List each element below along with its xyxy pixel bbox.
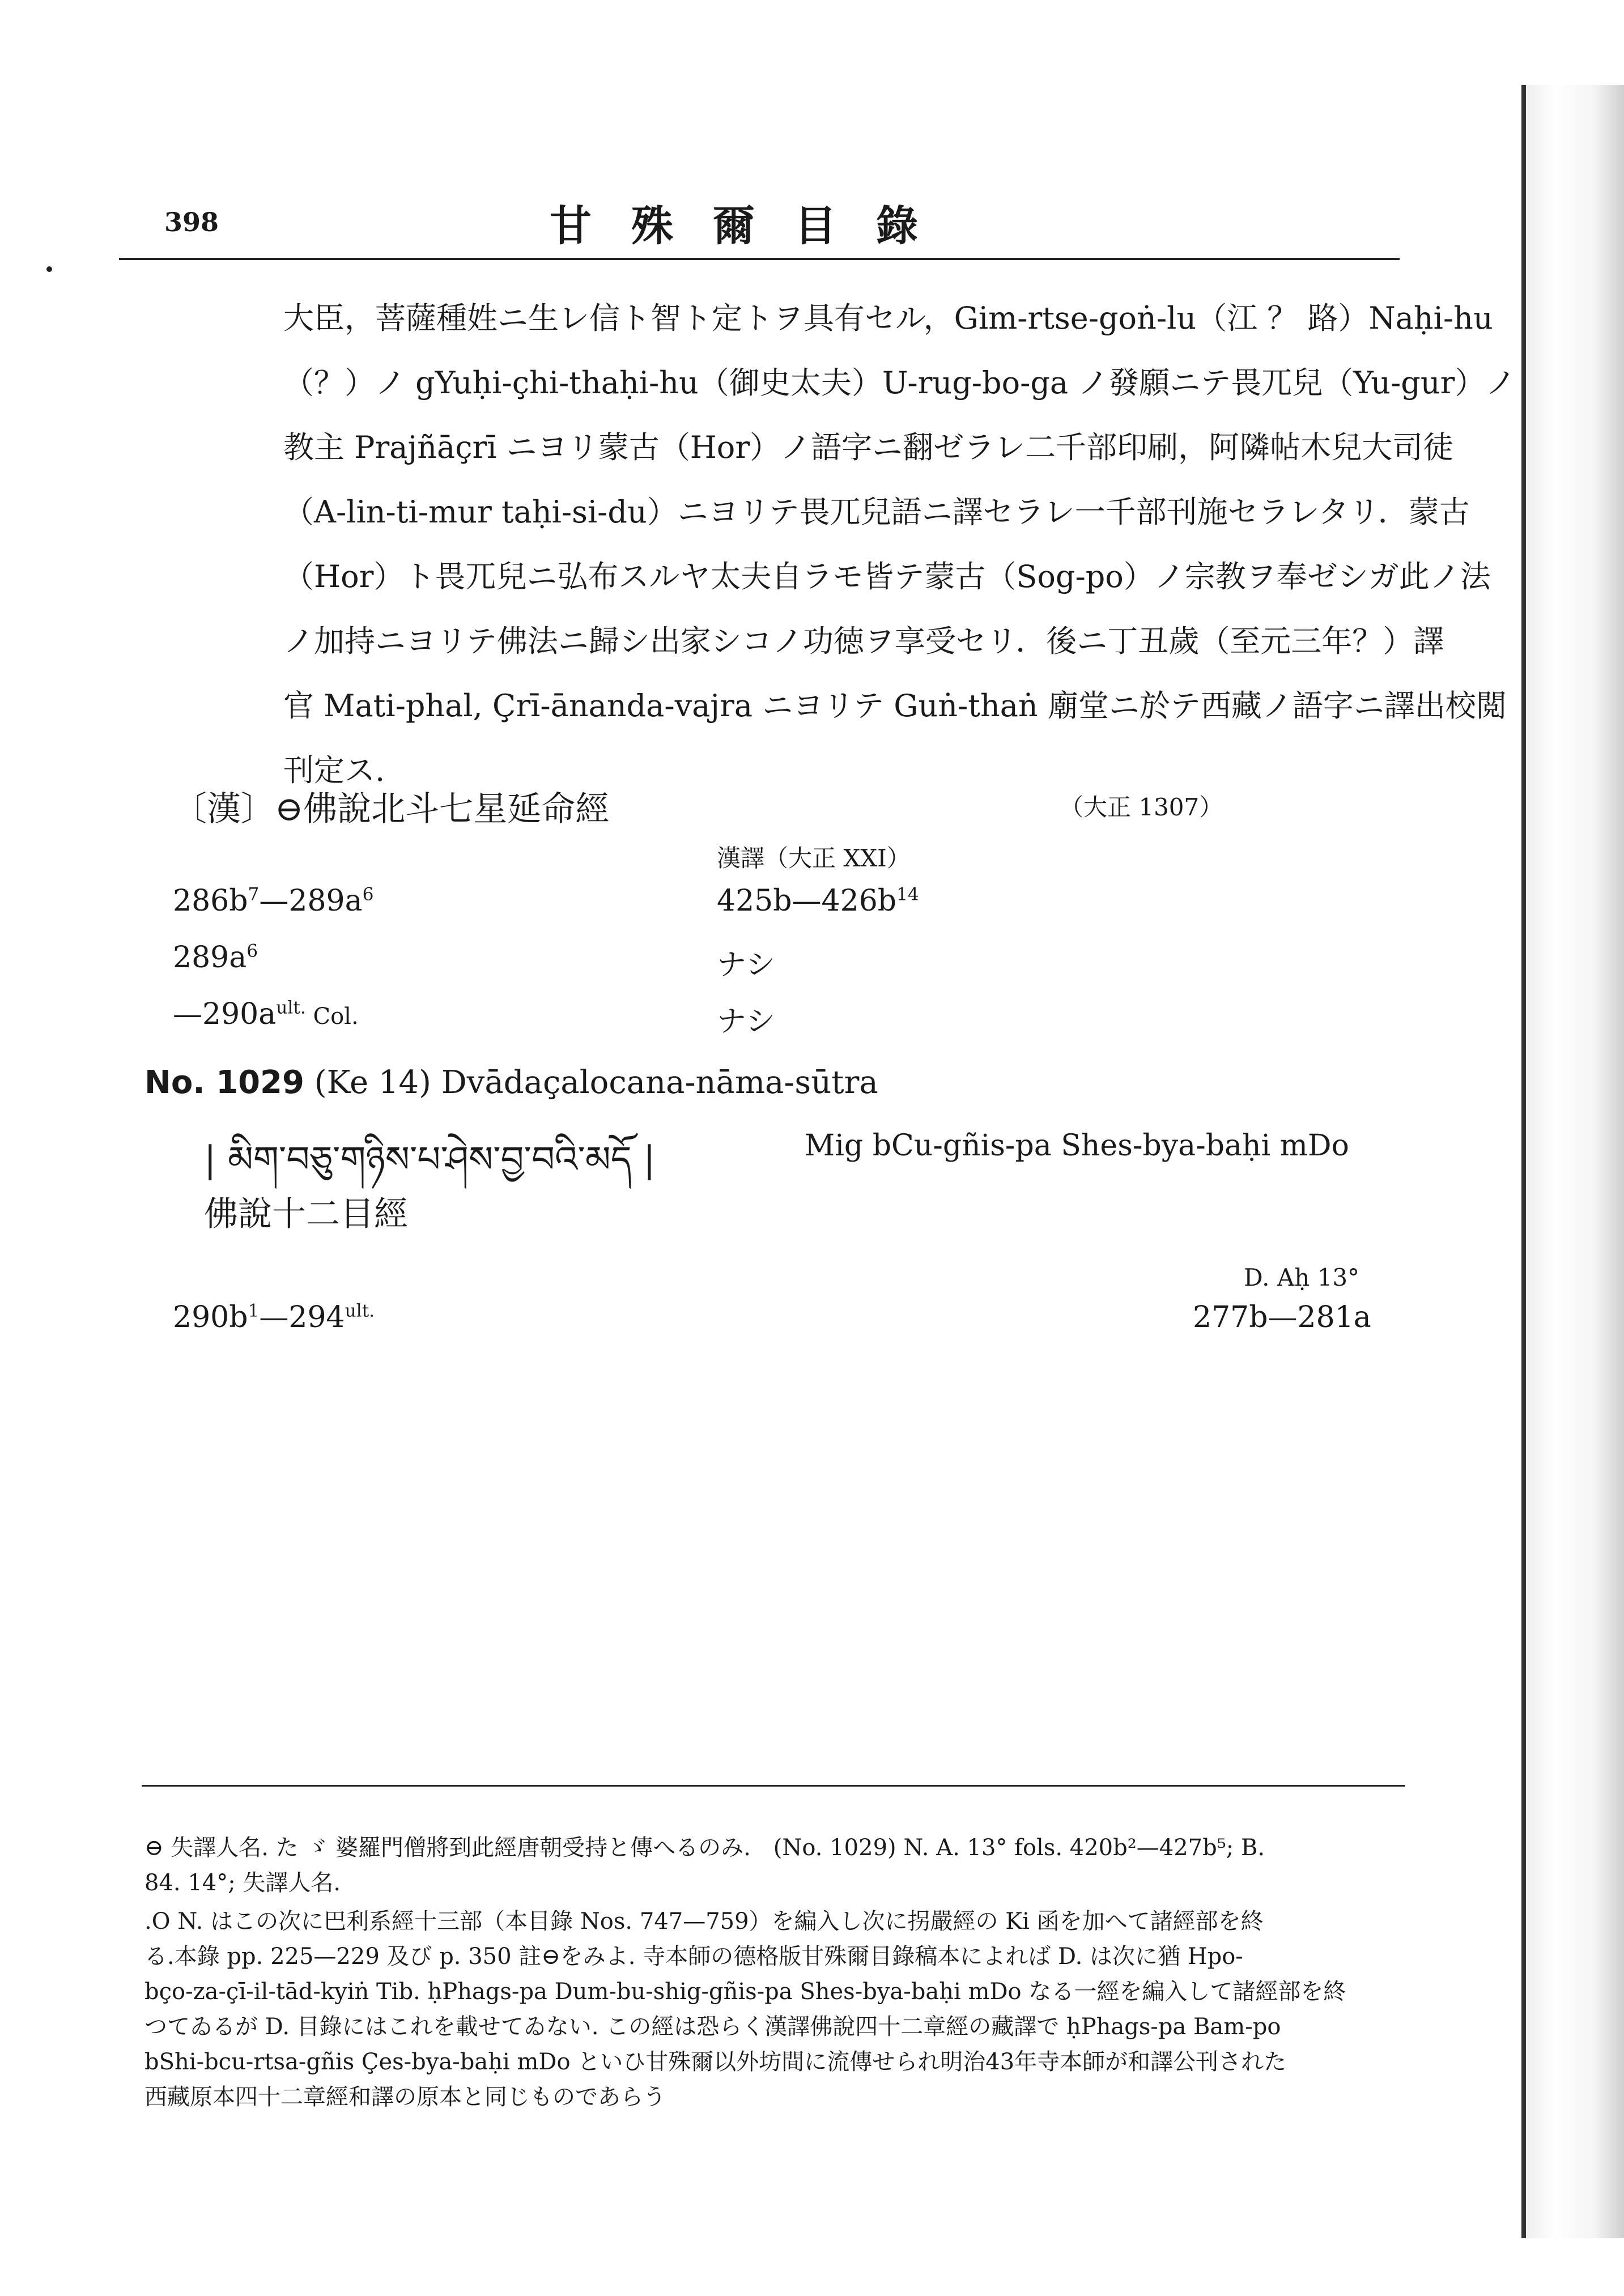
column-heading: 漢譯（大正 XXI）	[717, 844, 911, 872]
folio-start: —290a	[173, 997, 277, 1031]
page-number: 398	[164, 207, 219, 237]
paragraph-line: 教主 Prajñāçrī ニヨリ蒙古（Hor）ノ語字ニ翻ゼラレ二千部印刷，阿隣帖木兒大司徒	[283, 430, 1454, 465]
chinese-title: 佛說十二目經	[204, 1194, 408, 1234]
section-reference: （大正 1307）	[1060, 793, 1223, 821]
folio-start: 289a	[173, 941, 247, 975]
entry-number: No. 1029	[144, 1064, 304, 1101]
page-edge	[1521, 85, 1526, 2238]
folio-row	[173, 884, 374, 918]
scan-gutter	[1526, 85, 1624, 2238]
margin-dot	[46, 266, 52, 272]
section-title: 〔漢〕⊖佛說北斗七星延命經	[173, 789, 610, 829]
footnote-line: bço-za-çī-il-tād-kyiṅ Tib. ḥPhags-pa Dum-bu-shig-gñis-pa Shes-bya-baḥi mDo なる一經を編入して諸經部を終	[144, 1979, 1346, 2005]
paragraph-line: 大臣，菩薩種姓ニ生レ信ト智ト定トヲ具有セル，Gim-rtse-goṅ-lu（江 ？ 路）Naḥi-hu	[283, 300, 1493, 336]
paragraph-line: ノ加持ニヨリテ佛法ニ歸シ出家シコノ功徳ヲ享受セリ．後ニ丁丑歲（至元三年？）譯	[283, 623, 1444, 659]
folio-end: —289a	[259, 884, 363, 918]
footnote-line: つてゐるが D. 目錄にはこれを載せてゐない. この經は恐らく漢譯佛說四十二章經の藏譯で ḥPhags-pa Bam-po	[144, 2014, 1281, 2040]
folio-row	[173, 941, 258, 975]
footnote-line: ⊖ 失譯人名. た ゞ 婆羅門僧將到此經唐朝受持と傳へるのみ. (No. 1029) N. A. 13° fols. 420b²—427b⁵; B.	[144, 1835, 1265, 1861]
footnote-2	[144, 1904, 1397, 2115]
entry-folio-range	[173, 1300, 375, 1334]
folio-end: —294	[259, 1300, 345, 1334]
folio-superscript: ult.	[276, 997, 306, 1018]
folio-superscript: 6	[362, 884, 374, 905]
footnote-1	[144, 1830, 1397, 1900]
footnote-line: る.本錄 pp. 225—229 及び p. 350 註⊖をみよ. 寺本師の德格版甘殊爾目錄稿本によれば D. は次に猶 Hpo-	[144, 1944, 1243, 1970]
paragraph-line: （？）ノ gYuḥi-çhi-thaḥi-hu（御史太夫）U-rug-bo-ga ノ發願ニテ畏兀兒（Yu-gur）ノ	[283, 365, 1516, 401]
paragraph-line: 刊定ス.	[283, 752, 385, 788]
entry-code: (Ke 14)	[314, 1064, 432, 1101]
header-rule	[119, 258, 1400, 260]
folio-superscript: ult.	[345, 1300, 375, 1321]
paragraph-line: 官 Mati-phal, Çrī-ānanda-vajra ニヨリテ Guṅ-thaṅ 廟堂ニ於テ西藏ノ語字ニ譯出校閲	[283, 688, 1507, 724]
folio-start: 290b	[173, 1300, 248, 1334]
footnote-line: 84. 14°; 失譯人名.	[144, 1870, 341, 1896]
footnote-rule	[142, 1785, 1405, 1787]
footnote-line: bShi-bcu-rtsa-gñis Çes-bya-baḥi mDo といひ甘殊爾以外坊間に流傳せられ明治43年寺本師が和譯公刊された	[144, 2049, 1287, 2075]
folio-start: 286b	[173, 884, 248, 918]
paragraph-line: （A-lin-ti-mur taḥi-si-du）ニヨリテ畏兀兒語ニ譯セラレ一千部刊施セラレタリ．蒙古	[283, 494, 1470, 530]
derge-folio-range: 277b—281a	[1193, 1300, 1371, 1334]
taisho-cell	[717, 884, 919, 918]
taisho-cell	[717, 997, 775, 1040]
taisho-none: ナシ	[717, 948, 775, 982]
folio-row	[173, 997, 359, 1031]
tibetan-title: | མིག་བཅུ་གཉིས་པ་ཤེས་བྱ་བའི་མདོ |	[204, 1139, 656, 1181]
running-title: 甘殊爾目錄	[550, 202, 958, 250]
body-paragraph	[283, 286, 1516, 803]
tibetan-romanized-title: Mig bCu-gñis-pa Shes-bya-baḥi mDo	[805, 1129, 1349, 1163]
taisho-cell	[717, 941, 775, 983]
folio-superscript: 1	[248, 1300, 260, 1321]
footnote-line: 西藏原本四十二章經和譯の原本と同じものであらう	[144, 2084, 666, 2110]
derge-reference: D. Aḥ 13°	[1244, 1264, 1360, 1291]
entry-sanskrit-title: Dvādaçalocana-nāma-sūtra	[441, 1064, 878, 1101]
taisho-range: 425b—426b	[717, 884, 897, 918]
footnote-line: .O N. はこの次に巴利系經十三部（本目錄 Nos. 747—759）を編入し次に拐嚴經の Ki 函を加へて諸經部を終	[144, 1908, 1264, 1934]
taisho-none: ナシ	[717, 1005, 775, 1039]
colophon-label: Col.	[305, 1004, 359, 1030]
entry-heading	[144, 1064, 878, 1101]
paragraph-line: （Hor）ト畏兀兒ニ弘布スルヤ太夫自ラモ皆テ蒙古（Sog-po）ノ宗教ヲ奉ゼシガ此ノ法	[283, 559, 1491, 594]
taisho-superscript: 14	[896, 884, 919, 905]
folio-superscript: 6	[246, 941, 258, 962]
folio-superscript: 7	[248, 884, 260, 905]
